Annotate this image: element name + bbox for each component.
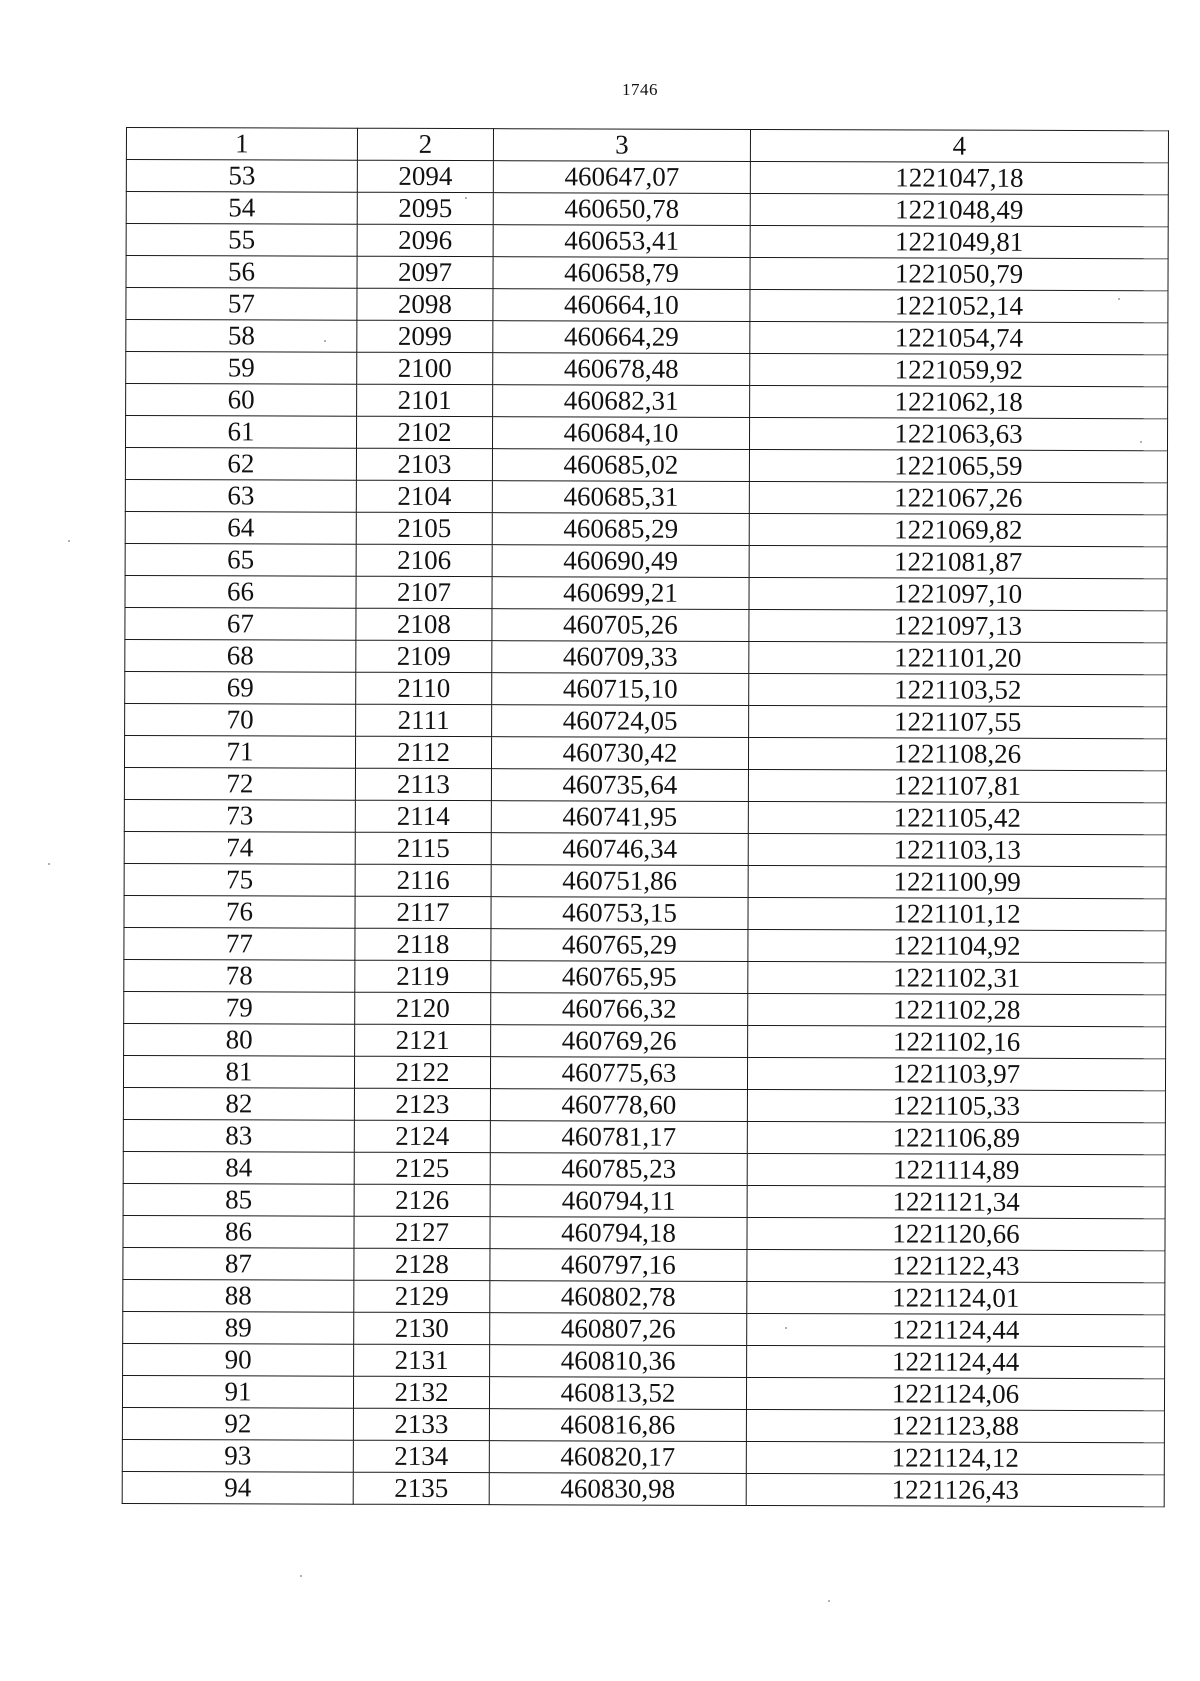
- coordinate-y-cell: 1221103,97: [747, 1057, 1165, 1090]
- point-number-cell: 2134: [353, 1440, 489, 1472]
- table-row: [126, 320, 1168, 355]
- coordinate-y-cell: 1221054,74: [750, 321, 1168, 354]
- coordinate-y-cell: 1221102,31: [748, 961, 1166, 994]
- point-number-cell: 2133: [353, 1408, 489, 1440]
- row-number-cell: 74: [124, 831, 355, 864]
- scan-speck: [828, 1600, 830, 1602]
- point-number-cell: 2102: [356, 416, 492, 448]
- point-number-cell: 2103: [356, 448, 492, 480]
- coordinate-y-cell: 1221124,44: [747, 1345, 1165, 1378]
- table-row: [123, 1151, 1165, 1186]
- coordinate-y-cell: 1221059,92: [750, 353, 1168, 386]
- row-number-cell: 75: [124, 863, 355, 896]
- row-number-cell: 78: [124, 959, 355, 992]
- coordinate-y-cell: 1221101,20: [749, 641, 1167, 674]
- coordinate-y-cell: 1221120,66: [747, 1217, 1165, 1250]
- table-row: [123, 1215, 1165, 1250]
- table-row: [122, 1375, 1164, 1410]
- coordinate-y-cell: 1221107,55: [749, 705, 1167, 738]
- coordinate-y-cell: 1221047,18: [750, 161, 1168, 194]
- coordinate-y-cell: 1221108,26: [748, 737, 1166, 770]
- row-number-cell: 64: [125, 511, 356, 544]
- table-row: [124, 991, 1166, 1026]
- coordinate-y-cell: 1221101,12: [748, 897, 1166, 930]
- point-number-cell: 2124: [354, 1120, 490, 1152]
- row-number-cell: 77: [124, 927, 355, 960]
- table-row: [123, 1247, 1165, 1282]
- coordinate-y-cell: 1221065,59: [749, 449, 1167, 482]
- coordinate-x-cell: 460724,05: [492, 705, 749, 738]
- table-row: [125, 639, 1167, 674]
- coordinate-y-cell: 1221097,10: [749, 577, 1167, 610]
- table-row: [123, 1343, 1165, 1378]
- row-number-cell: 59: [126, 352, 357, 385]
- row-number-cell: 63: [125, 479, 356, 512]
- coordinates-table-container: [122, 127, 1168, 1507]
- coordinate-x-cell: 460699,21: [492, 577, 749, 610]
- coordinate-y-cell: 1221097,13: [749, 609, 1167, 642]
- point-number-cell: 2123: [354, 1088, 490, 1120]
- table-row: [124, 895, 1166, 930]
- table-row: [125, 575, 1167, 610]
- table-body: [122, 160, 1168, 1507]
- point-number-cell: 2120: [355, 992, 491, 1024]
- coordinate-y-cell: 1221050,79: [750, 257, 1168, 290]
- coordinate-y-cell: 1221107,81: [748, 769, 1166, 802]
- table-row: [126, 352, 1168, 387]
- row-number-cell: 86: [123, 1215, 354, 1248]
- table-row: [124, 799, 1166, 834]
- coordinate-y-cell: 1221069,82: [749, 513, 1167, 546]
- point-number-cell: 2097: [357, 256, 493, 288]
- point-number-cell: 2100: [357, 352, 493, 384]
- coordinate-x-cell: 460778,60: [490, 1089, 747, 1122]
- point-number-cell: 2130: [354, 1312, 490, 1344]
- table-row: [126, 256, 1168, 291]
- row-number-cell: 92: [122, 1407, 353, 1440]
- table-row: [126, 160, 1168, 195]
- coordinate-y-cell: 1221102,28: [748, 993, 1166, 1026]
- coordinate-y-cell: 1221122,43: [747, 1249, 1165, 1282]
- row-number-cell: 66: [125, 575, 356, 608]
- point-number-cell: 2118: [355, 928, 491, 960]
- point-number-cell: 2098: [357, 288, 493, 320]
- row-number-cell: 84: [123, 1151, 354, 1184]
- row-number-cell: 61: [125, 416, 356, 449]
- table-row: [123, 1119, 1165, 1154]
- coordinate-x-cell: 460794,11: [490, 1185, 747, 1218]
- coordinate-x-cell: 460751,86: [491, 865, 748, 898]
- table-header-row: [126, 128, 1168, 163]
- row-number-cell: 83: [123, 1119, 354, 1152]
- coordinate-x-cell: 460709,33: [492, 641, 749, 674]
- point-number-cell: 2129: [354, 1280, 490, 1312]
- coordinate-x-cell: 460753,15: [491, 897, 748, 930]
- coordinate-x-cell: 460794,18: [490, 1217, 747, 1250]
- coordinate-y-cell: 1221123,88: [746, 1409, 1164, 1442]
- column-header-2: 2: [357, 128, 493, 160]
- point-number-cell: 2101: [357, 384, 493, 416]
- row-number-cell: 58: [126, 320, 357, 353]
- coordinate-x-cell: 460664,29: [493, 321, 750, 354]
- coordinate-y-cell: 1221067,26: [749, 481, 1167, 514]
- coordinate-x-cell: 460650,78: [493, 193, 750, 226]
- coordinate-y-cell: 1221100,99: [748, 865, 1166, 898]
- page-number: 1746: [622, 80, 658, 99]
- row-number-cell: 94: [122, 1471, 353, 1504]
- point-number-cell: 2106: [356, 544, 492, 576]
- coordinate-y-cell: 1221052,14: [750, 289, 1168, 322]
- point-number-cell: 2114: [355, 800, 491, 832]
- point-number-cell: 2095: [357, 192, 493, 224]
- coordinate-x-cell: 460658,79: [493, 257, 750, 290]
- table-row: [124, 959, 1166, 994]
- point-number-cell: 2121: [355, 1024, 491, 1056]
- coordinate-x-cell: 460746,34: [491, 833, 748, 866]
- row-number-cell: 60: [126, 384, 357, 417]
- table-row: [125, 703, 1167, 738]
- row-number-cell: 88: [123, 1279, 354, 1312]
- coordinate-y-cell: 1221105,33: [747, 1089, 1165, 1122]
- row-number-cell: 68: [125, 639, 356, 672]
- coordinate-y-cell: 1221124,12: [746, 1441, 1164, 1474]
- scan-speck: [1140, 441, 1142, 443]
- coordinate-x-cell: 460765,95: [491, 961, 748, 994]
- table-row: [125, 543, 1167, 578]
- table-row: [124, 735, 1166, 770]
- row-number-cell: 62: [125, 448, 356, 481]
- row-number-cell: 72: [124, 767, 355, 800]
- row-number-cell: 54: [126, 192, 357, 225]
- table-row: [124, 767, 1166, 802]
- coordinate-y-cell: 1221121,34: [747, 1185, 1165, 1218]
- table-row: [123, 1087, 1165, 1122]
- coordinate-x-cell: 460678,48: [493, 353, 750, 386]
- table-row: [125, 511, 1167, 546]
- coordinate-x-cell: 460685,02: [492, 449, 749, 482]
- point-number-cell: 2104: [356, 480, 492, 512]
- table-row: [122, 1407, 1164, 1442]
- coordinate-y-cell: 1221048,49: [750, 193, 1168, 226]
- row-number-cell: 87: [123, 1247, 354, 1280]
- point-number-cell: 2128: [354, 1248, 490, 1280]
- coordinate-x-cell: 460810,36: [490, 1345, 747, 1378]
- table-row: [122, 1439, 1164, 1474]
- row-number-cell: 76: [124, 895, 355, 928]
- point-number-cell: 2115: [355, 832, 491, 864]
- coordinate-y-cell: 1221126,43: [746, 1473, 1164, 1506]
- coordinate-y-cell: 1221124,01: [747, 1281, 1165, 1314]
- coordinate-x-cell: 460664,10: [493, 289, 750, 322]
- row-number-cell: 70: [125, 703, 356, 736]
- coordinate-y-cell: 1221081,87: [749, 545, 1167, 578]
- coordinate-y-cell: 1221106,89: [747, 1121, 1165, 1154]
- point-number-cell: 2117: [355, 896, 491, 928]
- row-number-cell: 81: [123, 1055, 354, 1088]
- table-row: [123, 1279, 1165, 1314]
- coordinate-x-cell: 460797,16: [490, 1249, 747, 1282]
- scan-speck: [465, 197, 467, 199]
- row-number-cell: 90: [123, 1343, 354, 1376]
- table-row: [125, 448, 1167, 483]
- table-row: [123, 1311, 1165, 1346]
- table-row: [124, 831, 1166, 866]
- scan-speck: [1118, 298, 1120, 300]
- coordinate-x-cell: 460690,49: [492, 545, 749, 578]
- coordinate-x-cell: 460816,86: [489, 1409, 746, 1442]
- table-row: [125, 607, 1167, 642]
- coordinate-y-cell: 1221124,44: [747, 1313, 1165, 1346]
- point-number-cell: 2111: [356, 704, 492, 736]
- point-number-cell: 2132: [353, 1376, 489, 1408]
- table-row: [126, 288, 1168, 323]
- coordinate-y-cell: 1221102,16: [748, 1025, 1166, 1058]
- coordinates-table: [122, 127, 1169, 1507]
- table-row: [125, 671, 1167, 706]
- coordinate-x-cell: 460830,98: [489, 1473, 746, 1506]
- point-number-cell: 2112: [355, 736, 491, 768]
- table-row: [126, 192, 1168, 227]
- table-row: [125, 416, 1167, 451]
- row-number-cell: 69: [125, 671, 356, 704]
- coordinate-y-cell: 1221105,42: [748, 801, 1166, 834]
- coordinate-x-cell: 460813,52: [489, 1377, 746, 1410]
- coordinate-x-cell: 460705,26: [492, 609, 749, 642]
- row-number-cell: 85: [123, 1183, 354, 1216]
- point-number-cell: 2109: [356, 640, 492, 672]
- point-number-cell: 2135: [353, 1472, 489, 1504]
- coordinate-x-cell: 460647,07: [493, 161, 750, 194]
- table-row: [126, 224, 1168, 259]
- coordinate-x-cell: 460730,42: [491, 737, 748, 770]
- coordinate-x-cell: 460741,95: [491, 801, 748, 834]
- coordinate-y-cell: 1221063,63: [749, 417, 1167, 450]
- coordinate-x-cell: 460802,78: [490, 1281, 747, 1314]
- table-row: [124, 927, 1166, 962]
- row-number-cell: 79: [124, 991, 355, 1024]
- coordinate-x-cell: 460781,17: [490, 1121, 747, 1154]
- scan-speck: [324, 340, 326, 342]
- coordinate-x-cell: 460769,26: [491, 1025, 748, 1058]
- row-number-cell: 71: [124, 735, 355, 768]
- point-number-cell: 2119: [355, 960, 491, 992]
- row-number-cell: 55: [126, 224, 357, 257]
- coordinate-y-cell: 1221062,18: [750, 385, 1168, 418]
- column-header-4: 4: [750, 129, 1168, 162]
- row-number-cell: 67: [125, 607, 356, 640]
- coordinate-y-cell: 1221103,52: [749, 673, 1167, 706]
- point-number-cell: 2122: [354, 1056, 490, 1088]
- column-header-1: 1: [126, 128, 357, 161]
- row-number-cell: 93: [122, 1439, 353, 1472]
- coordinate-x-cell: 460682,31: [493, 385, 750, 418]
- scan-speck: [300, 1575, 302, 1577]
- table-row: [126, 384, 1168, 419]
- coordinate-x-cell: 460766,32: [491, 993, 748, 1026]
- coordinate-y-cell: 1221049,81: [750, 225, 1168, 258]
- coordinate-x-cell: 460653,41: [493, 225, 750, 258]
- coordinate-x-cell: 460775,63: [490, 1057, 747, 1090]
- coordinate-x-cell: 460715,10: [492, 673, 749, 706]
- scan-speck: [48, 863, 50, 865]
- point-number-cell: 2125: [354, 1152, 490, 1184]
- coordinate-x-cell: 460735,64: [491, 769, 748, 802]
- point-number-cell: 2110: [356, 672, 492, 704]
- table-row: [125, 479, 1167, 514]
- row-number-cell: 91: [122, 1375, 353, 1408]
- row-number-cell: 73: [124, 799, 355, 832]
- table-row: [124, 1023, 1166, 1058]
- row-number-cell: 80: [124, 1023, 355, 1056]
- row-number-cell: 65: [125, 543, 356, 576]
- coordinate-x-cell: 460765,29: [491, 929, 748, 962]
- row-number-cell: 56: [126, 256, 357, 289]
- row-number-cell: 82: [123, 1087, 354, 1120]
- point-number-cell: 2096: [357, 224, 493, 256]
- coordinate-y-cell: 1221124,06: [746, 1377, 1164, 1410]
- table-row: [123, 1055, 1165, 1090]
- table-row: [123, 1183, 1165, 1218]
- column-header-3: 3: [493, 129, 750, 162]
- coordinate-x-cell: 460785,23: [490, 1153, 747, 1186]
- coordinate-x-cell: 460685,29: [492, 513, 749, 546]
- coordinate-x-cell: 460684,10: [492, 417, 749, 450]
- coordinate-y-cell: 1221103,13: [748, 833, 1166, 866]
- point-number-cell: 2131: [354, 1344, 490, 1376]
- coordinate-y-cell: 1221114,89: [747, 1153, 1165, 1186]
- point-number-cell: 2126: [354, 1184, 490, 1216]
- point-number-cell: 2116: [355, 864, 491, 896]
- table-row: [122, 1471, 1164, 1506]
- row-number-cell: 57: [126, 288, 357, 321]
- point-number-cell: 2105: [356, 512, 492, 544]
- point-number-cell: 2113: [355, 768, 491, 800]
- point-number-cell: 2108: [356, 608, 492, 640]
- point-number-cell: 2094: [357, 160, 493, 192]
- coordinate-x-cell: 460807,26: [490, 1313, 747, 1346]
- table-row: [124, 863, 1166, 898]
- scan-speck: [785, 1327, 787, 1329]
- row-number-cell: 89: [123, 1311, 354, 1344]
- row-number-cell: 53: [126, 160, 357, 193]
- point-number-cell: 2127: [354, 1216, 490, 1248]
- coordinate-x-cell: 460820,17: [489, 1441, 746, 1474]
- scan-speck: [68, 540, 70, 542]
- point-number-cell: 2099: [357, 320, 493, 352]
- coordinate-y-cell: 1221104,92: [748, 929, 1166, 962]
- point-number-cell: 2107: [356, 576, 492, 608]
- coordinate-x-cell: 460685,31: [492, 481, 749, 514]
